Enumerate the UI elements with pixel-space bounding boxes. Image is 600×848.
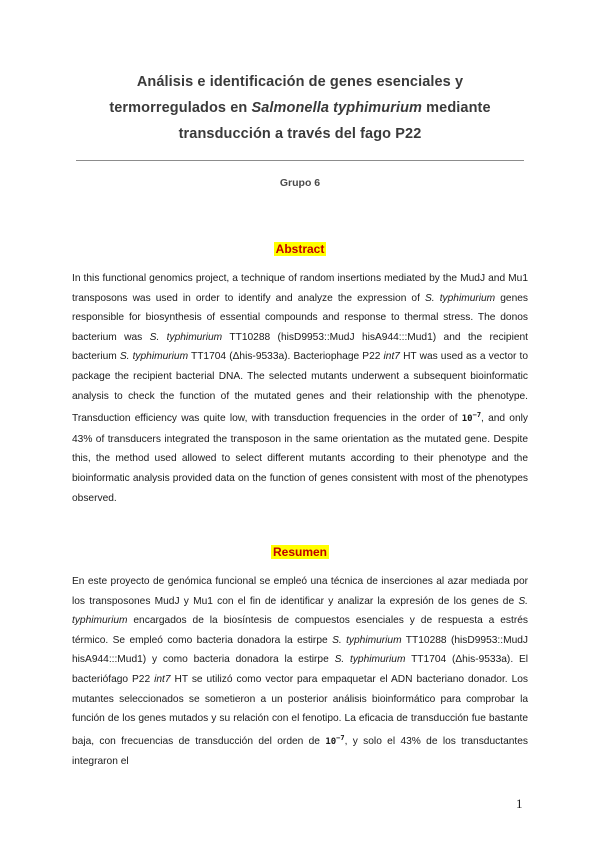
resumen-paragraph: [72, 572, 528, 772]
abstract-heading: [0, 240, 600, 258]
abstract-species-3: S. typhimurium: [119, 351, 189, 363]
abstract-paragraph: [72, 269, 528, 508]
resumen-text-4: TT1704 (Δhis-9533a). El bacteriófago P22: [72, 654, 529, 685]
title-divider: [76, 160, 524, 161]
abstract-text-5: HT was used as a vector to package the recipient bacterial DNA. The selected mutants underwent a subsequent bioinformatic analysis to check the function of the mutated genes and their relationship with the phenotype. Transduction efficiency was quite low, with transduction frequencies in the order of: [72, 351, 528, 425]
abstract-phage-strain: int7: [383, 351, 400, 363]
resumen-frequency-expression: [325, 733, 345, 747]
abstract-species-2: S. typhimurium: [149, 331, 223, 343]
group-label: Grupo 6: [279, 177, 321, 189]
abstract-text-6: , and only 43% of transducers integrated the transposon in the same orientation as the mutated gene. Despite this, the method used allowed to select different mutants according to their phenotype and the bioinformatic analysis provided data on the function of genes consistent with most of the phenotypes observed.: [72, 413, 528, 504]
title-line-2: [60, 95, 540, 121]
title-line-2-start: termorregulados en: [109, 100, 252, 116]
abstract-exponent-base: 10: [461, 414, 473, 425]
abstract-text-2: genes responsible for biosynthesis of essential compounds and response to thermal stress. The donos bacterium was: [72, 292, 528, 343]
title-line-2-end: mediante: [422, 100, 491, 116]
resumen-phage-strain: int7: [154, 673, 171, 685]
resumen-text-6: , y solo el 43% de los transductantes integraron el: [72, 735, 528, 768]
abstract-text-1: In this functional genomics project, a technique of random insertions mediated by the MudJ and Mu1 transposons was used in order to identify and analyze the expression of: [72, 273, 528, 304]
resumen-heading: [0, 543, 600, 561]
resumen-heading-text: Resumen: [272, 545, 328, 559]
resumen-exponent-power: −7: [336, 733, 345, 742]
resumen-text-1: En este proyecto de genómica funcional se empleó una técnica de inserciones al azar mediada por los transposones MudJ y Mu1 con el fin de identificar y analizar la expresión de los genes de: [72, 576, 528, 607]
abstract-frequency-expression: [461, 411, 482, 425]
abstract-text-3: TT10288 (hisD9953::MudJ hisA944:::Mud1) and the recipient bacterium: [72, 331, 529, 363]
resumen-species-2: S. typhimurium: [332, 634, 402, 646]
resumen-text-5: HT se utilizó como vector para empaquetar el ADN bacteriano donador. Los mutantes seleccionados se sometieron a un posterior análisis bioinformático para comprobar la función de los genes mutados y su relación con el fenotipo. La eficacia de transducción fue bastante baja, con frecuencias de transducción del orden de: [72, 673, 528, 747]
resumen-exponent-base: 10: [325, 736, 337, 747]
abstract-exponent-power: −7: [472, 411, 482, 420]
title-species-name: Salmonella typhimurium: [251, 100, 423, 116]
resumen-text-2: encargados de la biosíntesis de compuestos esenciales y de respuesta a estrés térmico. Se empleó como bacteria donadora la estirpe: [72, 615, 528, 646]
abstract-text-4: TT1704 (Δhis-9533a). Bacteriophage P22: [188, 351, 384, 363]
resumen-species-1: S. typhimurium: [72, 595, 528, 627]
paper-title: [60, 69, 540, 147]
page-number: 1: [516, 796, 523, 811]
abstract-heading-text: Abstract: [275, 242, 325, 256]
title-line-3: transducción a través del fago P22: [178, 126, 422, 142]
abstract-species-1: S. typhimurium: [425, 292, 496, 304]
resumen-species-3: S. typhimurium: [334, 654, 406, 666]
title-line-1: Análisis e identificación de genes esenciales y: [136, 74, 464, 90]
resumen-text-3: TT10288 (hisD9953::MudJ hisA944:::Mud1) y como bacteria donadora la estirpe: [72, 634, 528, 666]
